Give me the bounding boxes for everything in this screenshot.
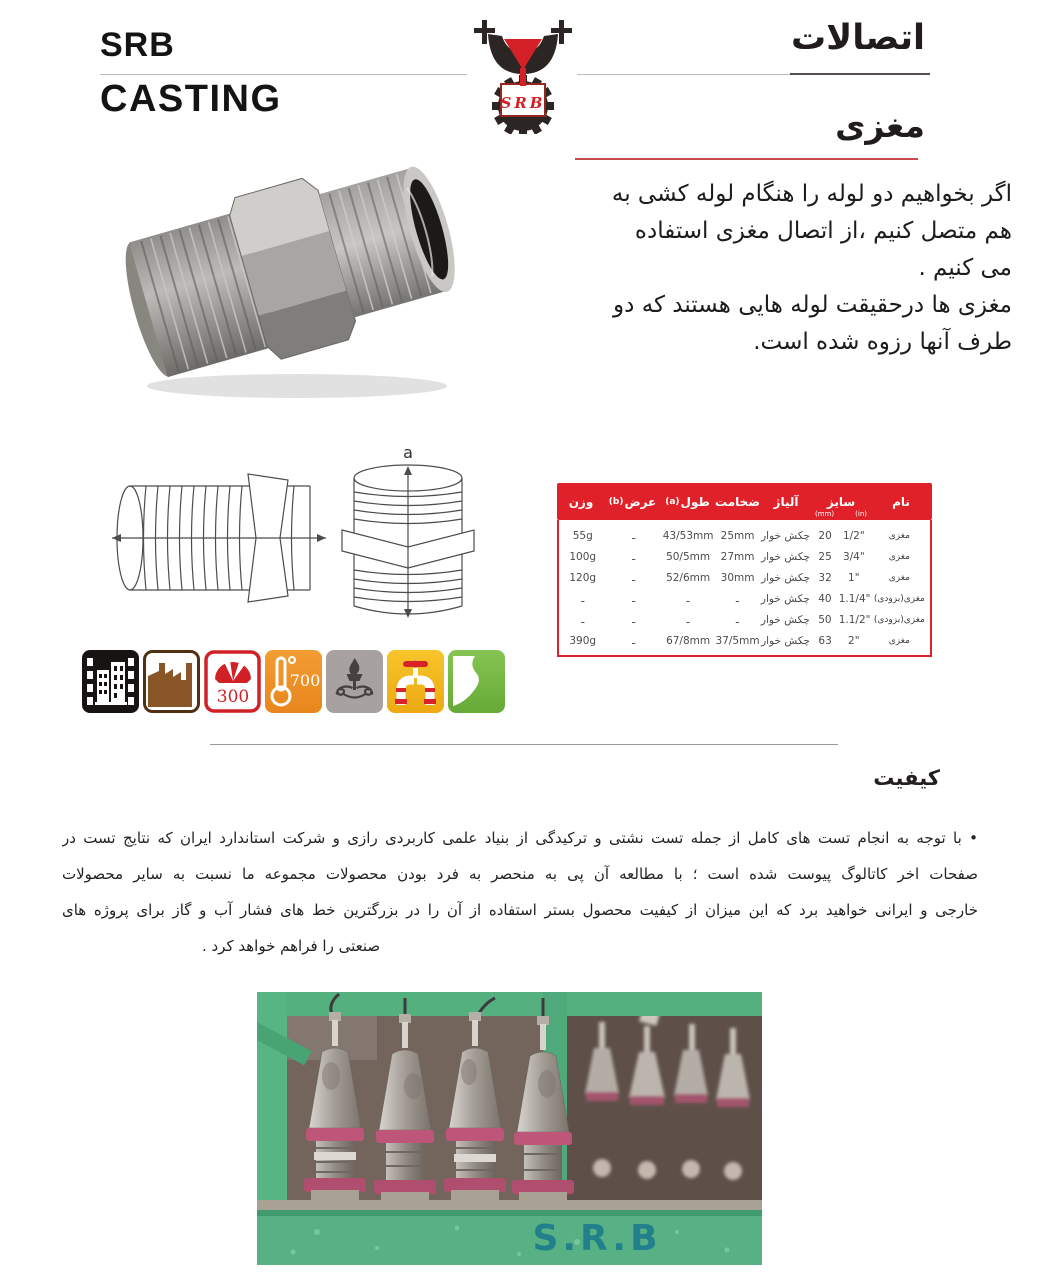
table-row: مغزی(بزودی) 1.1/4" 40 چکش خوار ـ ـ ـ ـ <box>581 592 925 605</box>
title-underline <box>575 158 918 160</box>
table-header-row <box>557 483 932 520</box>
thermometer-icon <box>265 650 322 713</box>
nipple-body <box>122 146 466 396</box>
technical-drawings <box>98 438 478 634</box>
col-thickness: ضخامت <box>715 494 760 509</box>
col-alloy: آلیاژ <box>773 494 799 509</box>
col-width-unit: (b) <box>608 496 624 507</box>
pour-stream <box>520 68 526 86</box>
product-photo-nipple <box>122 146 466 408</box>
description-line: اگر بخواهیم دو لوله را هنگام لوله کشی به <box>611 181 1012 207</box>
quality-line: • با توجه به انجام تست های کامل از جمله تست نشتی و ترکیدگی از بنیاد علمی کاربردی رازی و شرکت استاندارد ایران که نتایج تست در <box>62 829 978 847</box>
spec-table <box>557 483 932 657</box>
col-width <box>605 495 660 509</box>
quality-line: خارجی و ایرانی خواهید برد که این میزان از کیفیت محصول بستر استفاده از آن را در بزرگترین خط های فشار آب و گاز برای پروژه های <box>62 901 978 919</box>
building-film-icon <box>82 650 139 713</box>
gas-company-icon <box>326 650 383 713</box>
header-rule-category <box>790 73 930 75</box>
feature-icons-row <box>82 650 505 713</box>
quality-paragraph <box>62 820 978 964</box>
header-rule-left <box>100 74 467 75</box>
description-line: طرف آنها رزوه شده است. <box>753 329 1012 355</box>
arrow-right <box>317 534 326 542</box>
col-size-mm-unit: (mm) <box>815 510 835 518</box>
brand-subtitle: CASTING <box>100 78 282 120</box>
col-length <box>660 495 715 509</box>
pipe-valve-icon <box>387 650 444 713</box>
table-row: مغزی 3/4" 25 چکش خوار 27mm 50/5mm ـ 100g <box>569 550 910 563</box>
description-line: مغزی ها درحقیقت لوله هایی هستند که دو <box>613 292 1012 318</box>
dimension-label: a <box>403 443 413 462</box>
section-divider <box>210 744 838 745</box>
col-name: نام <box>892 494 910 509</box>
drawing-front-view <box>342 443 474 618</box>
bottom-green-beam <box>257 1210 762 1265</box>
product-title: مغزی <box>835 106 925 145</box>
col-length-unit: (a) <box>665 496 680 507</box>
logo-text: SRB <box>500 94 546 112</box>
thermometer-value: 700 <box>289 671 321 690</box>
col-length-label: طول <box>680 494 710 509</box>
photo-caption: S.R.B <box>532 1218 662 1259</box>
description-line: می کنیم . <box>918 255 1012 281</box>
arrow-up <box>404 466 412 475</box>
table-row: مغزی 1/2" 20 چکش خوار 25mm 43/53mm ـ 55g <box>572 529 910 542</box>
company-logo <box>462 12 584 134</box>
product-description <box>560 176 1012 361</box>
table-row: مغزی 2" 63 چکش خوار 37/5mm 67/8mm ـ 390g <box>569 634 910 647</box>
header-rule-right <box>577 74 790 75</box>
table-body <box>557 520 932 657</box>
factory-photo <box>257 992 762 1265</box>
drawing-side-view <box>112 474 326 602</box>
water-industry-icon <box>448 650 505 713</box>
pressure-gauge-icon <box>204 650 261 713</box>
quality-line: صفحات اخر کاتالوگ پیوست شده است ؛ با مطالعه آن پی به منحصر به فرد بودن محصولات مجموعه ما نسبت به سایر محصولات <box>62 865 978 883</box>
page-category: اتصالات <box>790 18 925 58</box>
table-row: مغزی(بزودی) 1.1/2" 50 چکش خوار ـ ـ ـ ـ <box>581 613 925 626</box>
brand-name: SRB <box>100 26 175 64</box>
description-line: هم متصل کنیم ،از اتصال مغزی استفاده <box>634 218 1012 244</box>
col-size-label: سایز <box>826 494 856 509</box>
table-row: مغزی 1" 32 چکش خوار 30mm 52/6mm ـ 120g <box>569 571 910 584</box>
quality-line: صنعتی را فراهم خواهد کرد . <box>202 937 381 955</box>
gauge-value: 300 <box>216 687 250 707</box>
factory-icon <box>143 650 200 713</box>
col-size-in-unit: (in) <box>855 510 867 518</box>
quality-heading: کیفیت <box>873 766 940 790</box>
col-width-label: عرض <box>624 494 657 509</box>
col-weight: وزن <box>568 494 594 509</box>
photo-shadow <box>147 374 447 398</box>
col-size <box>812 483 870 520</box>
